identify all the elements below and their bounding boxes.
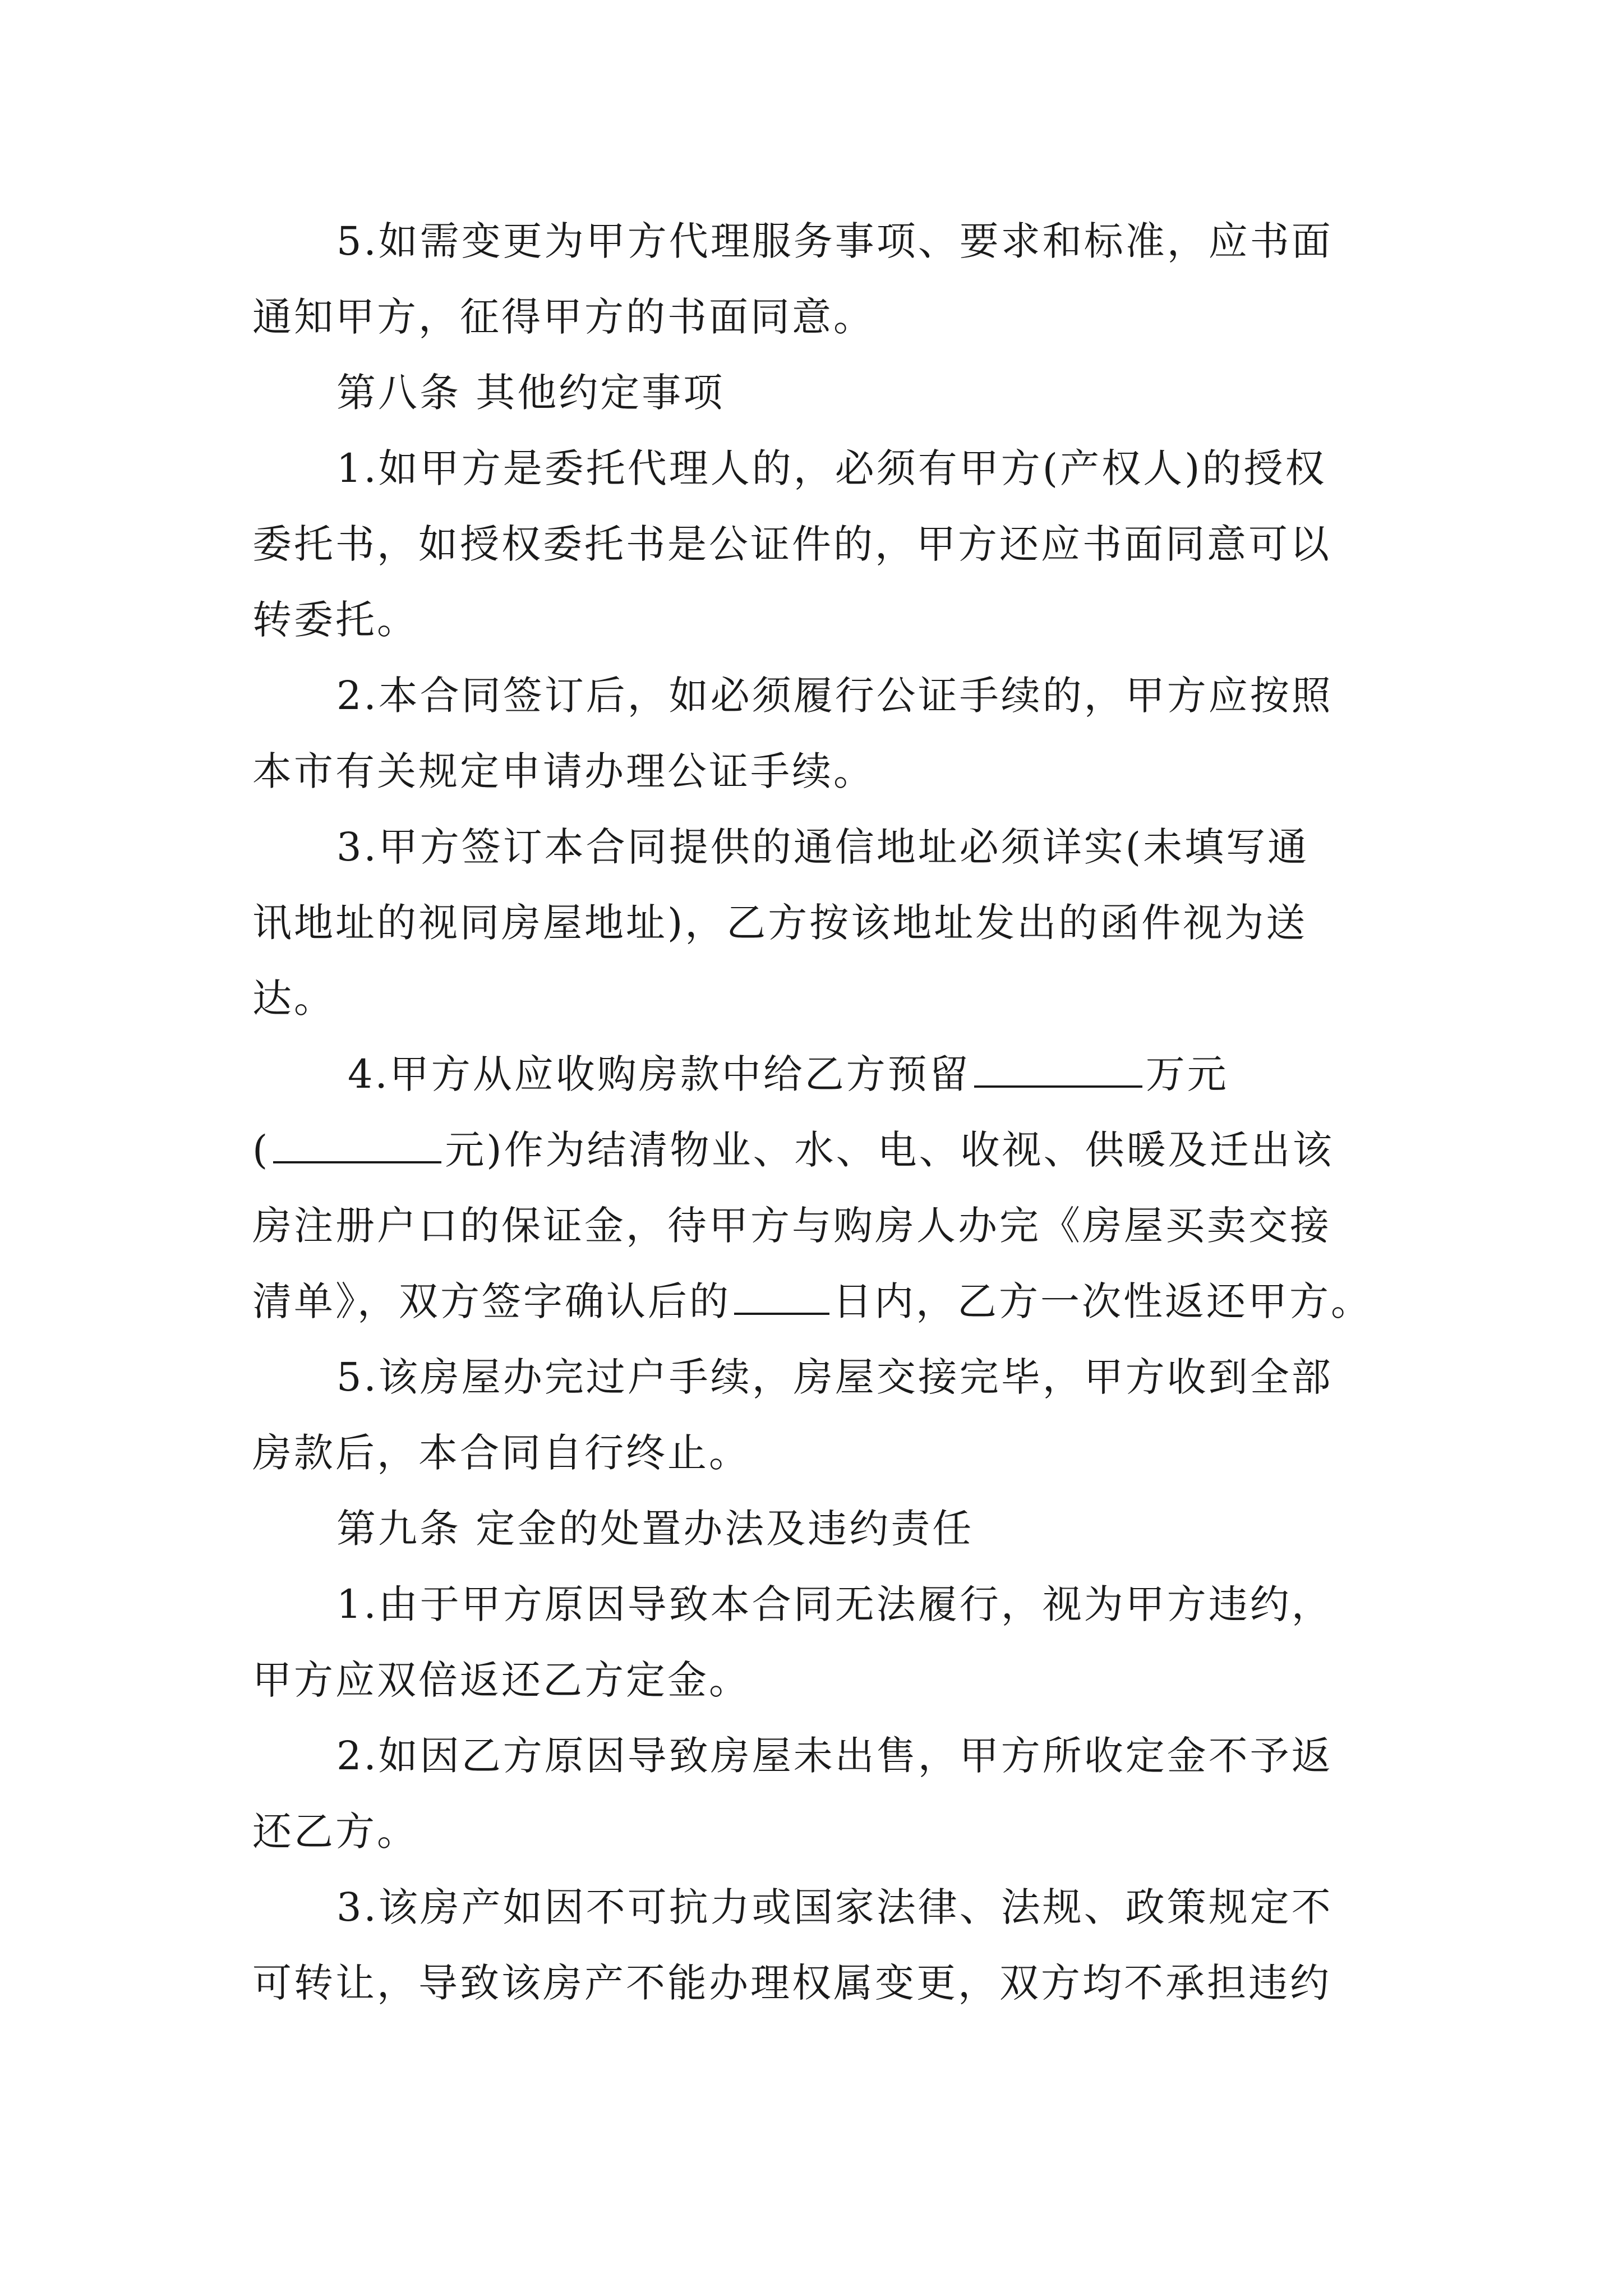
paragraph-text: ( bbox=[252, 1127, 270, 1173]
paragraph-line: 3.该房产如因不可抗力或国家法律、法规、政策规定不 bbox=[336, 1884, 1333, 1930]
paragraph-line: 房注册户口的保证金，待甲方与购房人办完《房屋买卖交接 bbox=[252, 1203, 1331, 1249]
paragraph-line: 达。 bbox=[252, 976, 335, 1022]
paragraph-line: 5.如需变更为甲方代理服务事项、要求和标准，应书面 bbox=[336, 218, 1333, 264]
fill-in-blank bbox=[734, 1278, 829, 1315]
paragraph-line: 5.该房屋办完过户手续，房屋交接完毕，甲方收到全部 bbox=[336, 1354, 1333, 1400]
paragraph-line bbox=[348, 1049, 1391, 1099]
paragraph-line: 可转让，导致该房产不能办理权属变更，双方均不承担违约 bbox=[252, 1960, 1331, 2006]
paragraph-line: 转委托。 bbox=[252, 597, 418, 643]
paragraph-text: 万元 bbox=[1145, 1051, 1229, 1097]
paragraph-line: 2.本合同签订后，如必须履行公证手续的，甲方应按照 bbox=[336, 673, 1333, 719]
section-heading: 第八条 其他约定事项 bbox=[336, 370, 725, 416]
fill-in-blank bbox=[273, 1126, 441, 1163]
paragraph-line bbox=[252, 1125, 1391, 1175]
paragraph-text: 日内，乙方一次性返还甲方。 bbox=[833, 1278, 1372, 1324]
paragraph-line: 甲方应双倍返还乙方定金。 bbox=[252, 1657, 750, 1703]
paragraph-line: 2.如因乙方原因导致房屋未出售，甲方所收定金不予返 bbox=[336, 1733, 1333, 1779]
paragraph-text: 4.甲方从应收购房款中给乙方预留 bbox=[348, 1051, 971, 1097]
paragraph-line: 还乙方。 bbox=[252, 1809, 418, 1855]
fill-in-blank bbox=[974, 1051, 1142, 1088]
paragraph-text: 清单》，双方签字确认后的 bbox=[252, 1278, 731, 1324]
paragraph-line: 房款后，本合同自行终止。 bbox=[252, 1430, 750, 1476]
paragraph-line: 本市有关规定申请办理公证手续。 bbox=[252, 748, 875, 794]
paragraph-text: 元)作为结清物业、水、电、收视、供暖及迁出该 bbox=[445, 1127, 1334, 1173]
paragraph-line: 3.甲方签订本合同提供的通信地址必须详实(未填写通 bbox=[336, 824, 1310, 870]
paragraph-line bbox=[252, 1276, 1391, 1327]
paragraph-line: 通知甲方，征得甲方的书面同意。 bbox=[252, 294, 875, 340]
paragraph-line: 讯地址的视同房屋地址)，乙方按该地址发出的函件视为送 bbox=[252, 900, 1308, 946]
paragraph-line: 委托书，如授权委托书是公证件的，甲方还应书面同意可以 bbox=[252, 521, 1331, 567]
paragraph-line: 1.如甲方是委托代理人的，必须有甲方(产权人)的授权 bbox=[336, 445, 1327, 491]
section-heading: 第九条 定金的处置办法及违约责任 bbox=[336, 1506, 974, 1552]
paragraph-line: 1.由于甲方原因导致本合同无法履行，视为甲方违约， bbox=[336, 1581, 1333, 1627]
